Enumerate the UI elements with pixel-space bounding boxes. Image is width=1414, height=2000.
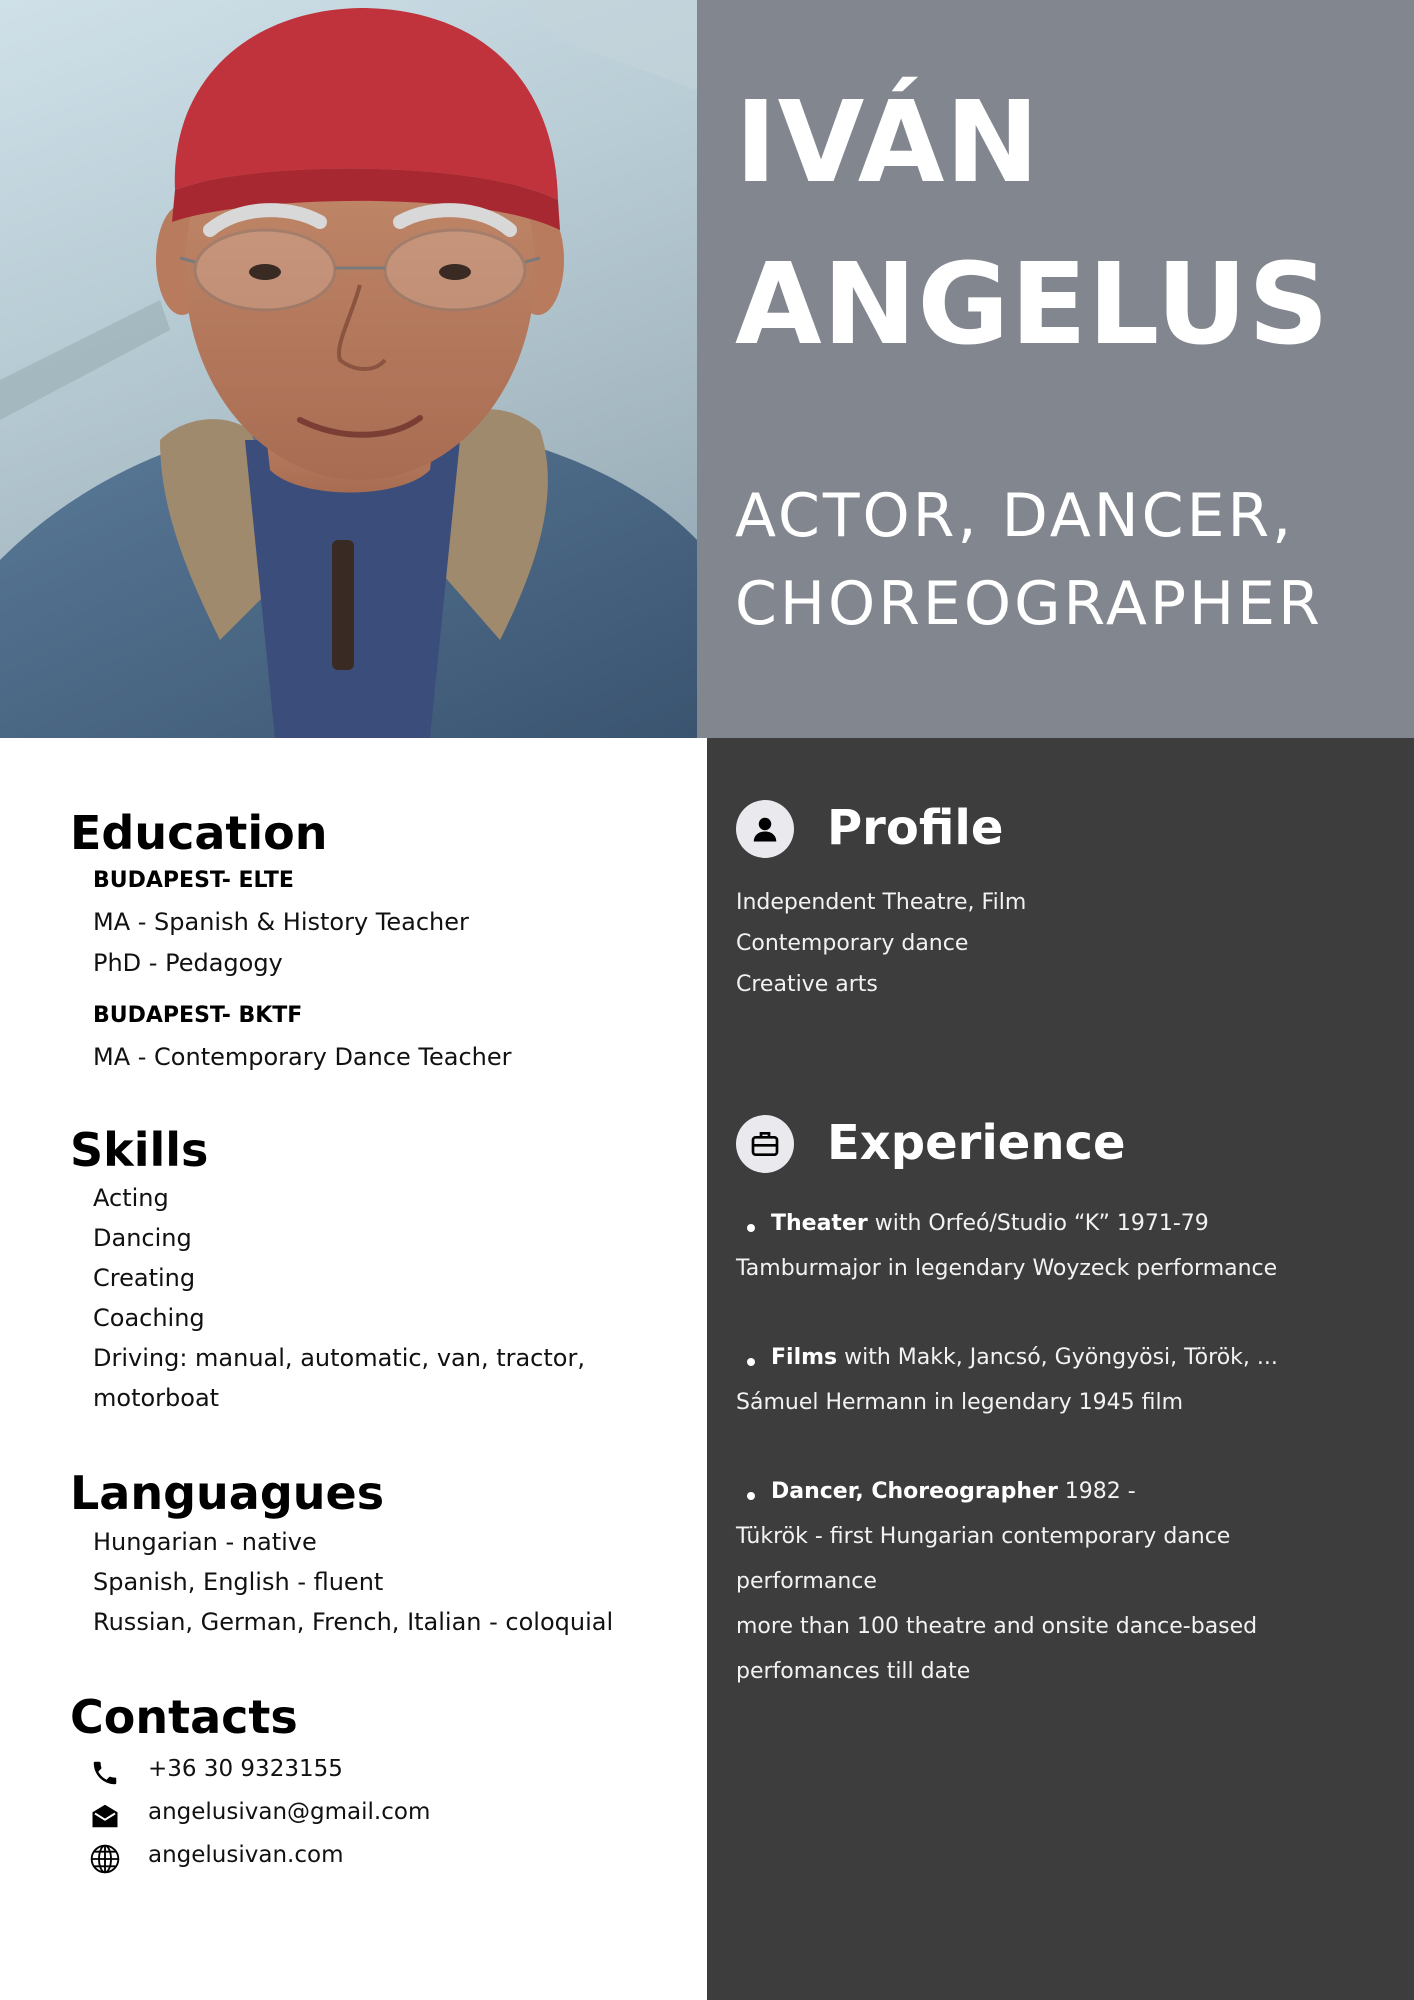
education-school-2: BUDAPEST- BKTF — [93, 1003, 303, 1028]
experience-description: Tamburmajor in legendary Woyzeck performance — [736, 1256, 1278, 1281]
language-item: Russian, German, French, Italian - coloquial — [93, 1608, 614, 1636]
experience-description: more than 100 theatre and onsite dance-based — [736, 1614, 1258, 1639]
briefcase-icon — [736, 1115, 794, 1173]
first-name: IVÁN — [735, 78, 1041, 208]
experience-description: Tükrök - first Hungarian contemporary dance — [736, 1524, 1231, 1549]
skills-title: Skills — [70, 1123, 209, 1177]
contact-website[interactable]: angelusivan.com — [148, 1842, 344, 1868]
skill-item: Coaching — [93, 1304, 205, 1332]
job-title-line-2: CHOREOGRAPHER — [735, 569, 1323, 639]
experience-role: Films — [771, 1345, 838, 1370]
experience-heading — [771, 1345, 1278, 1370]
experience-role: Dancer, Choreographer — [771, 1479, 1058, 1504]
experience-detail: with Orfeó/Studio “K” 1971-79 — [867, 1211, 1209, 1236]
skill-item: motorboat — [93, 1384, 220, 1412]
profile-item: Creative arts — [736, 972, 878, 997]
experience-description: performance — [736, 1569, 877, 1594]
experience-description: perfomances till date — [736, 1659, 971, 1684]
education-school-1: BUDAPEST- ELTE — [93, 868, 294, 893]
bullet-icon — [747, 1358, 755, 1366]
contact-email[interactable]: angelusivan@gmail.com — [148, 1799, 431, 1825]
profile-item: Contemporary dance — [736, 931, 969, 956]
skill-item: Dancing — [93, 1224, 192, 1252]
skill-item: Creating — [93, 1264, 196, 1292]
bullet-icon — [747, 1492, 755, 1500]
email-icon — [88, 1799, 122, 1833]
bullet-icon — [747, 1224, 755, 1232]
experience-detail: with Makk, Jancsó, Gyöngyösi, Török, ... — [837, 1345, 1278, 1370]
education-degree: MA - Spanish & History Teacher — [93, 908, 469, 936]
contact-phone[interactable]: +36 30 9323155 — [148, 1756, 343, 1782]
experience-title: Experience — [827, 1115, 1126, 1171]
last-name: ANGELUS — [735, 240, 1330, 370]
job-title-line-1: ACTOR, DANCER, — [735, 481, 1295, 551]
contacts-title: Contacts — [70, 1690, 298, 1744]
job-title — [735, 472, 1323, 648]
phone-icon — [88, 1756, 122, 1790]
language-item: Spanish, English - fluent — [93, 1568, 384, 1596]
left-column — [0, 738, 707, 2000]
skill-item: Acting — [93, 1184, 169, 1212]
experience-detail: 1982 - — [1057, 1479, 1136, 1504]
languages-title: Languagues — [70, 1466, 385, 1520]
header-panel — [697, 0, 1414, 738]
experience-heading — [771, 1479, 1136, 1504]
education-title: Education — [70, 806, 328, 860]
education-degree: PhD - Pedagogy — [93, 949, 283, 977]
experience-description: Sámuel Hermann in legendary 1945 film — [736, 1390, 1184, 1415]
person-name — [735, 62, 1330, 386]
language-item: Hungarian - native — [93, 1528, 317, 1556]
experience-heading — [771, 1211, 1209, 1236]
education-degree: MA - Contemporary Dance Teacher — [93, 1043, 512, 1071]
person-icon — [736, 800, 794, 858]
profile-item: Independent Theatre, Film — [736, 890, 1027, 915]
profile-title: Profile — [827, 800, 1004, 856]
right-column — [707, 738, 1414, 2000]
globe-icon — [88, 1842, 122, 1876]
skill-item: Driving: manual, automatic, van, tractor, — [93, 1344, 585, 1372]
experience-role: Theater — [771, 1211, 868, 1236]
profile-photo — [0, 0, 697, 738]
